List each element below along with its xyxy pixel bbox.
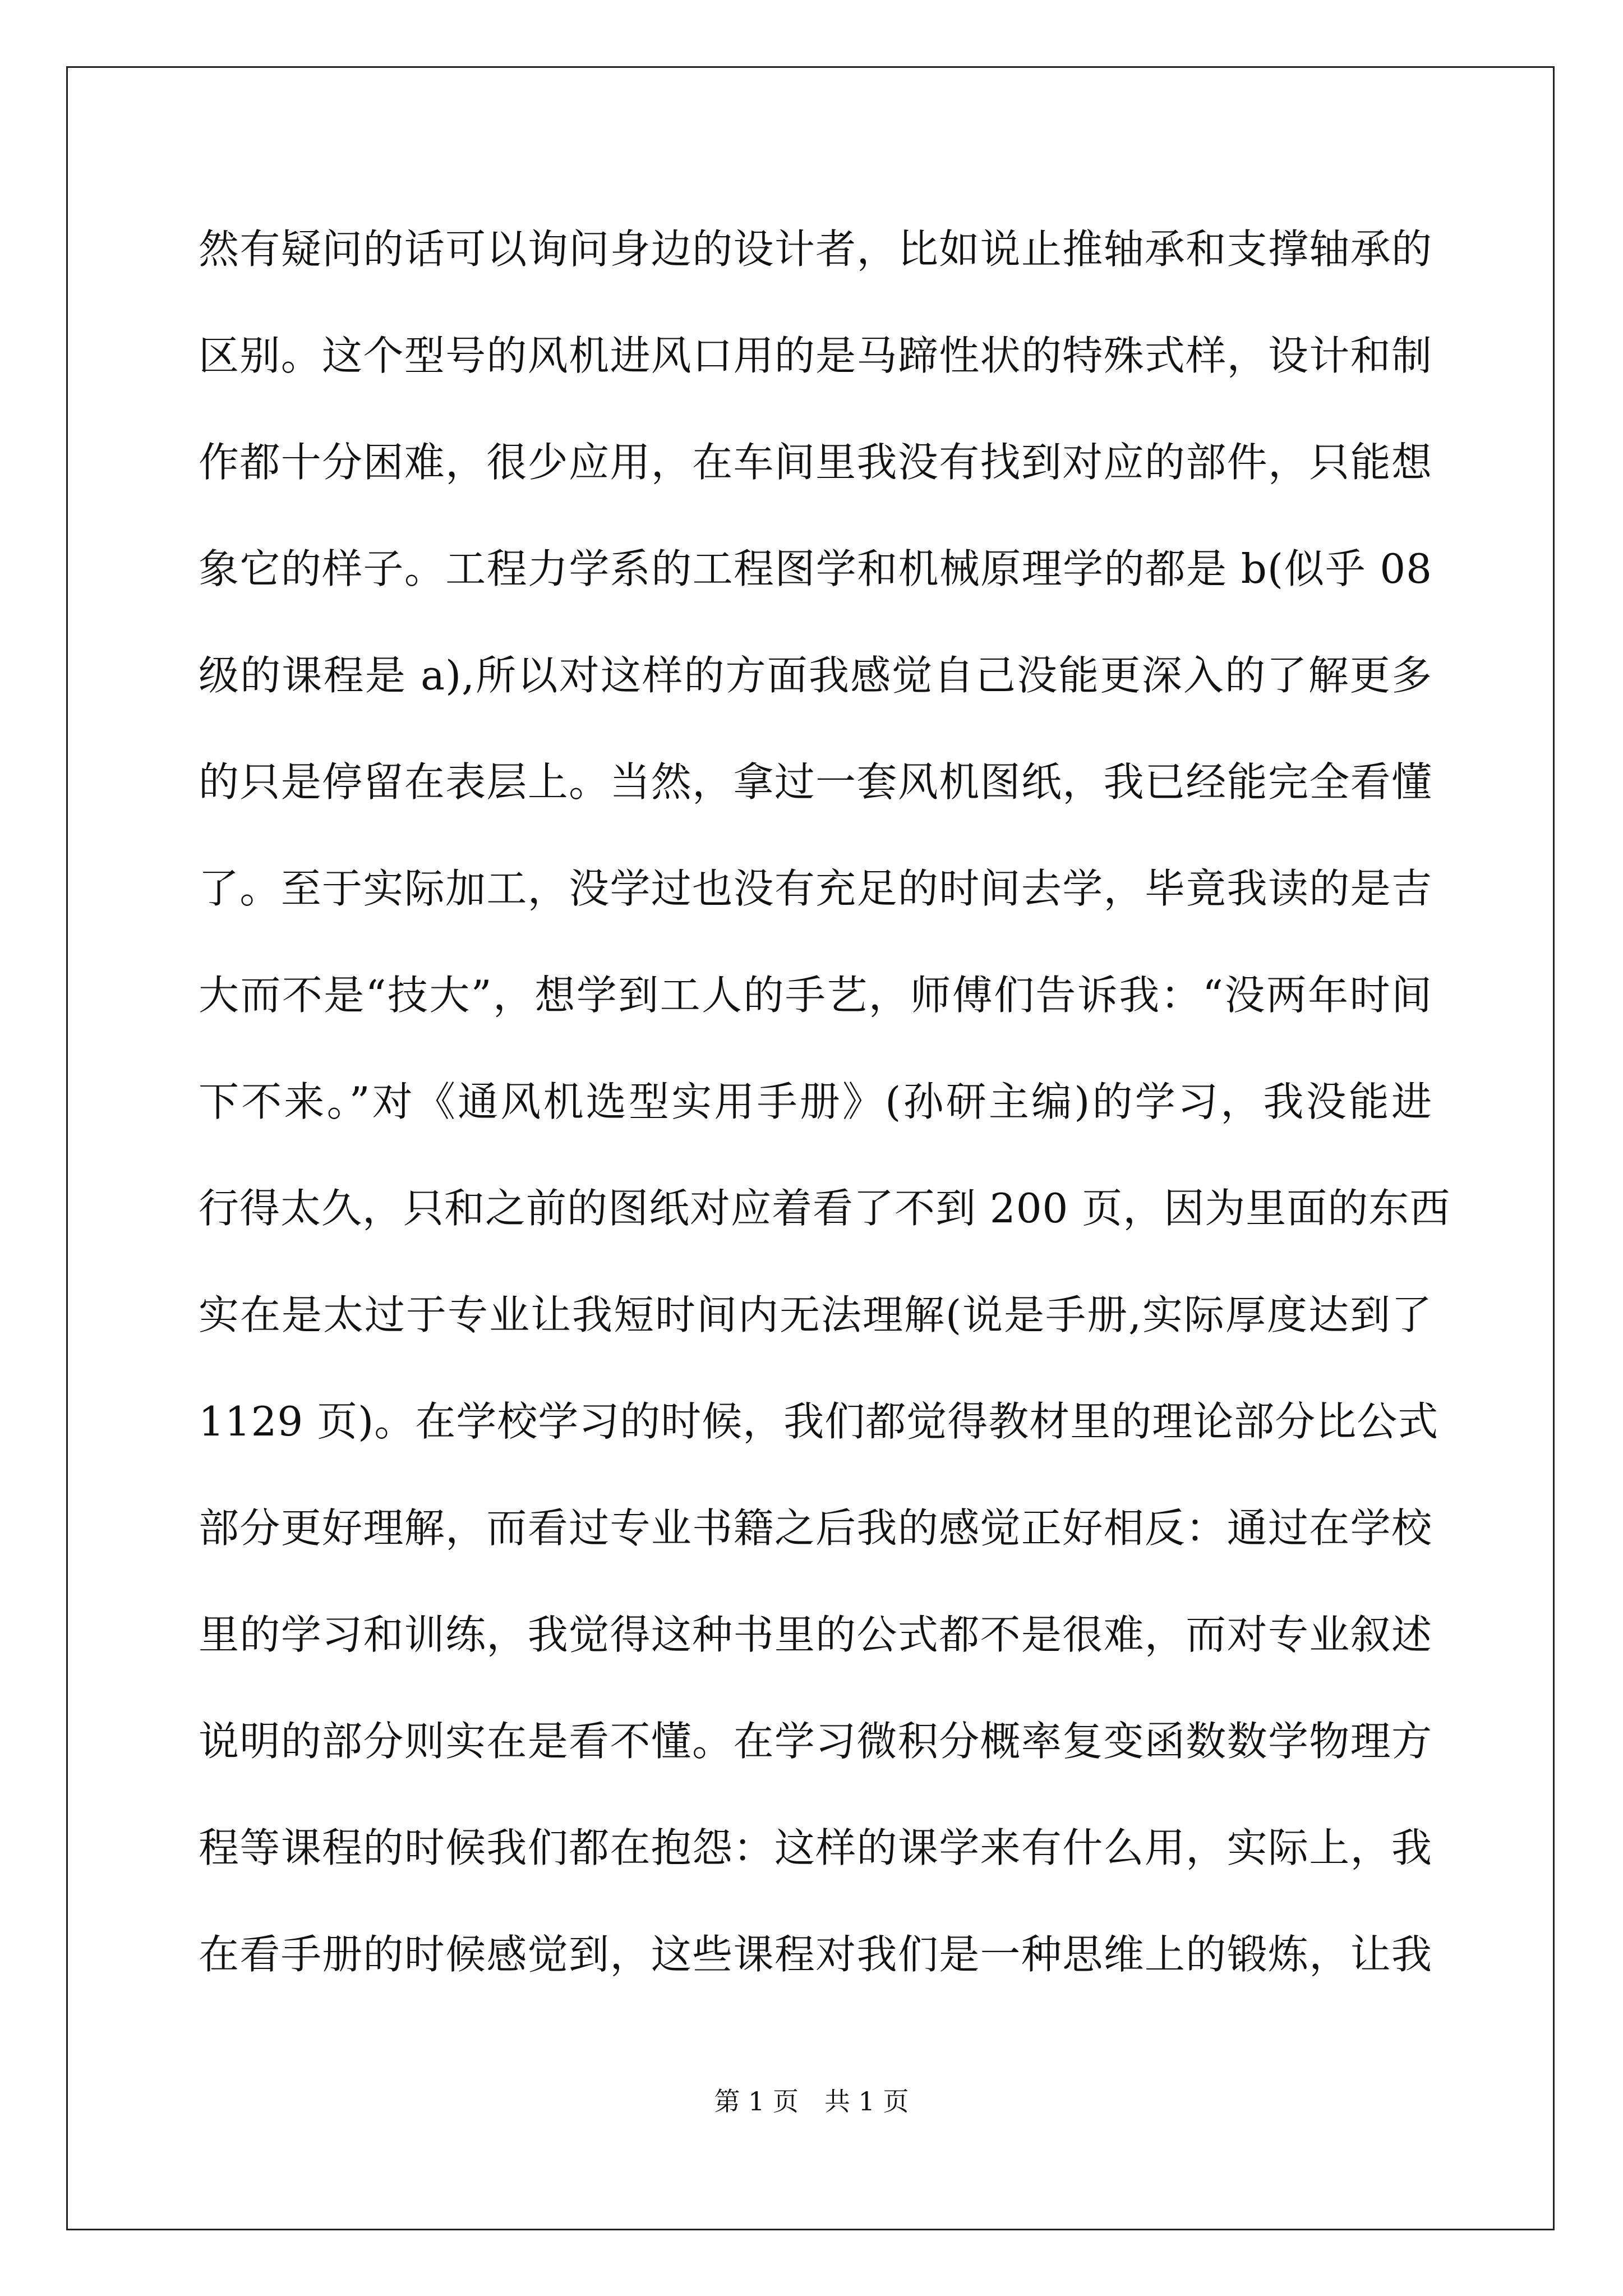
text-line: 程等课程的时候我们都在抱怨：这样的课学来有什么用，实际上，我 [199, 1824, 1432, 1871]
text-line: 说明的部分则实在是看不懂。在学习微积分概率复变函数数学物理方 [199, 1718, 1432, 1765]
text-line: 实在是太过于专业让我短时间内无法理解(说是手册,实际厚度达到了 [199, 1291, 1432, 1338]
text-line: 1129 页)。在学校学习的时候，我们都觉得教材里的理论部分比公式 [199, 1398, 1439, 1445]
text-line: 然有疑问的话可以询问身边的设计者，比如说止推轴承和支撑轴承的 [199, 226, 1432, 273]
text-line: 行得太久，只和之前的图纸对应着看了不到 200 页，因为里面的东西 [199, 1185, 1451, 1232]
text-line: 在看手册的时候感觉到，这些课程对我们是一种思维上的锻炼，让我 [199, 1931, 1432, 1978]
page-footer: 第 1 页 共 1 页 [714, 2086, 909, 2116]
text-line: 象它的样子。工程力学系的工程图学和机械原理学的都是 b(似乎 08 [199, 545, 1432, 592]
text-line: 区别。这个型号的风机进风口用的是马蹄性状的特殊式样，设计和制 [199, 332, 1432, 379]
text-line: 下不来。”对《通风机选型实用手册》(孙研主编)的学习，我没能进 [199, 1078, 1432, 1125]
text-line: 作都十分困难，很少应用，在车间里我没有找到对应的部件，只能想 [199, 439, 1432, 486]
text-line: 大而不是“技大”，想学到工人的手艺，师傅们告诉我：“没两年时间 [199, 972, 1432, 1019]
document-body [199, 215, 1451, 2027]
text-line: 了。至于实际加工，没学过也没有充足的时间去学，毕竟我读的是吉 [199, 865, 1432, 912]
text-line: 部分更好理解，而看过专业书籍之后我的感觉正好相反：通过在学校 [199, 1504, 1432, 1552]
text-line: 里的学习和训练，我觉得这种书里的公式都不是很难，而对专业叙述 [199, 1611, 1432, 1658]
text-line: 的只是停留在表层上。当然，拿过一套风机图纸，我已经能完全看懂 [199, 758, 1432, 806]
text-line: 级的课程是 a),所以对这样的方面我感觉自己没能更深入的了解更多 [199, 652, 1432, 699]
